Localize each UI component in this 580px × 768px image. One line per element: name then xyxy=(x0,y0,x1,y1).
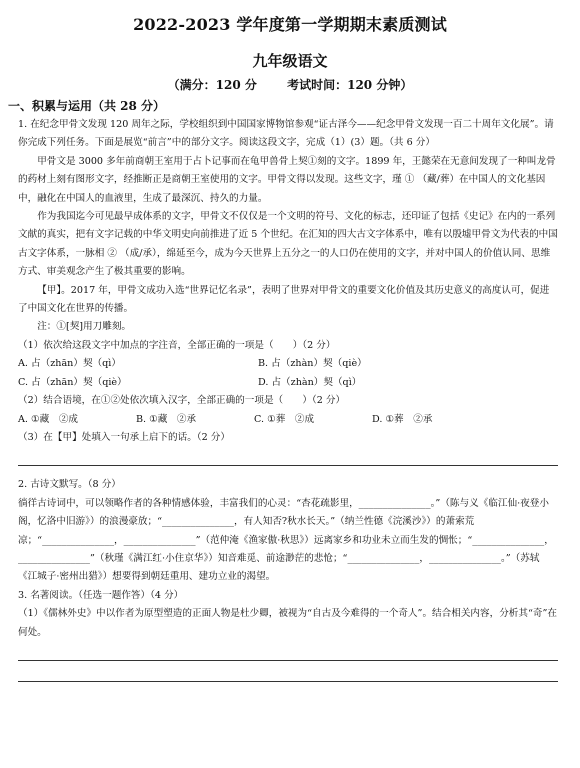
option-1b[interactable]: B. 占（zhàn）契（qiè） xyxy=(258,358,367,370)
answer-line[interactable] xyxy=(18,663,558,682)
exam-meta xyxy=(0,76,580,93)
q2-text: 徜徉古诗词中，可以领略作者的各种情感体验，丰富我们的心灵：“杏花疏影里，_______________。”（陈与义《临江仙·夜登小阁，忆洛中旧游》）的浪漫豪放；“_______________，有人知否?秋水长天。”（纳兰性德《浣溪沙》）的萧索荒凉；“_______________，_______________”（范仲淹《渔家傲·秋思》）远离家乡和功业未立而生发的惆怅；“_______________，_______________”（秋瑾《满江红·小住京华》）知音难觅、前途渺茫的悲怆；“_______________，_______________。”（苏轼《江城子·密州出猎》）想要得到朝廷重用、建功立业的渴望。 xyxy=(18,497,554,583)
q1-sub2: （2）结合语境，在①②处依次填入汉字，全部正确的一项是（ ）（2 分） xyxy=(18,395,346,407)
q1-sub1-options-row2 xyxy=(18,374,558,392)
option-2b[interactable]: B. ①藏 ②承 xyxy=(136,413,197,425)
q1-paragraph-2: 作为我国迄今可见最早成体系的文字，甲骨文不仅仅是一个文明的符号、文化的标志，还印证了包括《史记》在内的一系列文献的真实，把有文字记载的中华文明史向前推进了近 5 个世纪。在汇知的四大古文字体系中，唯有以殷墟甲骨文为代表的中国古文字体系，一脉相 ② （成/承），绵延至今，成为今天世界上五分之一的人口仍在使用的文字，并对中国人的价值认同、思维方式、审美观念产生了极其重要的影响。 xyxy=(18,211,558,278)
q1-sub1: （1）依次给这段文字中加点的字注音，全部正确的一项是（ ）（2 分） xyxy=(18,339,336,351)
option-2c[interactable]: C. ①葬 ②成 xyxy=(254,413,315,425)
q3-sub1: （1）《儒林外史》中以作者为原型塑造的正面人物是杜少卿，被视为“自古及今难得的一个奇人”。结合相关内容，分析其“奇”在何处。 xyxy=(18,608,557,638)
full-score: （满分：120 分 xyxy=(167,78,257,92)
option-2a[interactable]: A. ①藏 ②成 xyxy=(18,413,79,425)
q1-paragraph-3: 【甲】。2017 年，甲骨文成功入选“世界记忆名录”，表明了世界对甲骨文的重要文化价值及其历史意义的高度认可，促进了中国文化在世界的传播。 xyxy=(18,284,550,315)
option-1a[interactable]: A. 占（zhān）契（qì） xyxy=(18,358,121,370)
exam-title: 2022-2023 学年度第一学期期末素质测试 xyxy=(133,15,447,34)
q1-intro: 1. 在纪念甲骨文发现 120 周年之际，学校组织到中国国家博物馆参观“证古泽今——纪念甲骨文发现一百二十周年文化展”。请你完成下列任务。下面是展览“前言”中的部分文字。阅读这段文字，完成（1）(3）题。（共 6 分） xyxy=(18,119,554,149)
answer-line[interactable] xyxy=(18,642,558,661)
q1-sub1-options-row1 xyxy=(18,355,558,373)
spacer xyxy=(18,468,558,476)
q2-heading: 2. 古诗文默写。（8 分） xyxy=(18,479,121,491)
option-1d[interactable]: D. 占（zhàn）契（qì） xyxy=(258,376,362,388)
option-1c[interactable]: C. 占（zhān）契（qiè） xyxy=(18,376,127,388)
section-heading: 一、积累与运用（共 28 分） xyxy=(8,99,166,113)
q3-heading: 3. 名著阅读。（任选一题作答）（4 分） xyxy=(18,589,184,601)
answer-line[interactable] xyxy=(18,447,558,466)
question-body xyxy=(18,116,558,684)
exam-subject: 九年级语文 xyxy=(252,52,328,70)
q1-paragraph-1: 甲骨文是 3000 多年前商朝王室用于占卜记事而在龟甲兽骨上契①刻的文字。1899 年，王懿荣在无意间发现了一种叫龙骨的药材上刻有图形文字，经推断正是商朝王室使用的文字。甲骨文得以发现。这些文字，瑾 ① （藏/葬）在中国人的文化基因中，融化在中国人的血液里，生成了最深沉、持久的力量。 xyxy=(18,155,556,204)
exam-time: 考试时间：120 分钟） xyxy=(287,78,413,92)
q1-sub2-options xyxy=(18,411,558,429)
q1-sub3: （3）在【甲】处填入一句承上启下的话。（2 分） xyxy=(18,431,230,443)
option-2d[interactable]: D. ①葬 ②承 xyxy=(372,413,433,425)
q1-note: 注：①[契]用刀雕刻。 xyxy=(37,321,132,333)
